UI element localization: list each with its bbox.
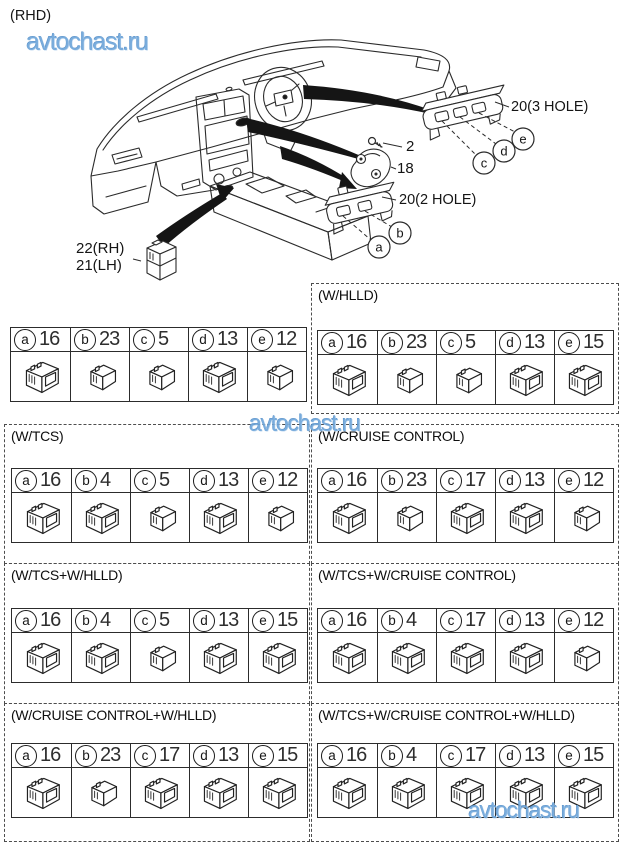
variant-label: (W/CRUISE CONTROL+W/HLLD) [11, 707, 217, 723]
part-qty: 13 [524, 469, 545, 491]
switch-large-icon [318, 355, 377, 404]
callout-badge: c [440, 610, 462, 632]
part-ref-cell [130, 744, 189, 768]
callout-d: d [500, 143, 508, 159]
part-qty: 23 [100, 744, 121, 766]
variant-label: (W/HLLD) [318, 287, 378, 303]
part-ref-cell [130, 469, 189, 493]
part-qty: 16 [40, 744, 61, 766]
part-qty: 16 [40, 609, 61, 631]
label-screw-2: 2 [406, 138, 415, 155]
switch-small-icon [129, 352, 188, 401]
part-qty: 16 [39, 328, 60, 350]
variant-label: (W/TCS) [11, 428, 64, 444]
variant-table-base [10, 327, 308, 404]
switch-large-icon [11, 352, 70, 401]
callout-badge: c [440, 332, 462, 354]
part-qty: 13 [217, 328, 238, 350]
part-ref-cell [436, 609, 495, 633]
part-qty: 4 [100, 469, 111, 491]
part-ref-cell [71, 609, 130, 633]
watermark-text: avtochast.ru [249, 410, 360, 436]
switch-large-icon [189, 768, 248, 817]
screw-2-drawing [369, 138, 383, 148]
switch-large-icon [12, 633, 71, 682]
callout-c: c [480, 155, 488, 171]
switch-large-icon [495, 493, 554, 542]
part-qty: 5 [158, 328, 169, 350]
callout-badge: a [321, 745, 343, 767]
callout-badge: b [75, 745, 97, 767]
label-switch-rh: 22(RH) [76, 240, 125, 257]
callout-badge: b [381, 332, 403, 354]
callout-badge: e [252, 610, 274, 632]
switch-21-22-drawing [147, 240, 176, 280]
part-ref-cell [188, 328, 247, 352]
label-cover-18: 18 [397, 160, 414, 177]
callout-badge: a [14, 329, 36, 351]
variant-table-cruise-hlld [4, 703, 310, 842]
callout-badge: e [252, 745, 274, 767]
part-qty: 5 [465, 331, 476, 353]
part-qty: 16 [346, 469, 367, 491]
part-ref-cell [189, 609, 248, 633]
switch-small-icon [436, 355, 495, 404]
part-ref-cell [436, 331, 495, 355]
bracket-3hole-drawing [418, 77, 512, 140]
part-ref-cell [247, 328, 306, 352]
switch-large-icon [188, 352, 247, 401]
callout-badge: d [192, 329, 214, 351]
switch-large-icon [189, 493, 248, 542]
callout-badge: e [558, 332, 580, 354]
switch-small-icon [248, 493, 307, 542]
switch-large-icon [436, 493, 495, 542]
callout-badge: c [134, 745, 156, 767]
part-ref-cell [377, 469, 436, 493]
label-bracket-3hole: 20(3 HOLE) [511, 99, 589, 115]
part-qty: 13 [218, 744, 239, 766]
switch-small-icon [554, 493, 613, 542]
part-qty: 13 [524, 609, 545, 631]
switch-large-icon [318, 493, 377, 542]
switch-large-icon [554, 355, 613, 404]
callout-badge: e [558, 470, 580, 492]
part-ref-cell [318, 609, 377, 633]
callout-badge: c [134, 610, 156, 632]
switch-large-icon [495, 355, 554, 404]
variant-table-tcs-cruise [311, 563, 619, 704]
part-qty: 17 [465, 609, 486, 631]
part-ref-cell [377, 744, 436, 768]
callout-badge: a [15, 745, 37, 767]
part-ref-cell [71, 744, 130, 768]
part-qty: 4 [406, 744, 417, 766]
part-qty: 16 [346, 331, 367, 353]
switch-large-icon [130, 768, 189, 817]
part-qty: 23 [406, 469, 427, 491]
part-ref-cell [377, 609, 436, 633]
part-ref-cell [70, 328, 129, 352]
part-qty: 16 [346, 744, 367, 766]
callout-badge: a [321, 332, 343, 354]
label-bracket-2hole: 20(2 HOLE) [399, 192, 477, 208]
callout-badge: a [15, 610, 37, 632]
part-ref-cell [11, 328, 70, 352]
part-qty: 5 [159, 609, 170, 631]
callout-badge: c [440, 745, 462, 767]
part-qty: 17 [465, 744, 486, 766]
switch-large-icon [436, 633, 495, 682]
callout-badge: e [252, 470, 274, 492]
part-qty: 16 [40, 469, 61, 491]
part-qty: 17 [159, 744, 180, 766]
variant-table-cruise [311, 424, 619, 564]
part-ref-cell [318, 469, 377, 493]
switch-small-icon [70, 352, 129, 401]
variant-table-hlld [311, 283, 619, 414]
part-ref-cell [554, 469, 613, 493]
part-qty: 4 [100, 609, 111, 631]
part-qty: 17 [465, 469, 486, 491]
variant-label: (W/TCS+W/CRUISE CONTROL+W/HLLD) [318, 707, 575, 723]
part-qty: 13 [524, 331, 545, 353]
switch-large-icon [248, 633, 307, 682]
switch-large-icon [377, 768, 436, 817]
part-ref-cell [12, 744, 71, 768]
variant-label: (W/TCS+W/HLLD) [11, 567, 123, 583]
switch-large-icon [12, 493, 71, 542]
switch-large-icon [248, 768, 307, 817]
callout-badge: b [381, 470, 403, 492]
part-ref-cell [495, 609, 554, 633]
callout-badge: b [74, 329, 96, 351]
switch-small-icon [130, 493, 189, 542]
callout-b: b [396, 225, 404, 241]
part-qty: 15 [583, 331, 604, 353]
part-ref-cell [71, 469, 130, 493]
switch-small-icon [247, 352, 306, 401]
callout-badge: d [193, 610, 215, 632]
variant-label: (W/CRUISE CONTROL) [318, 428, 465, 444]
switch-large-icon [71, 493, 130, 542]
part-qty: 5 [159, 469, 170, 491]
callout-badge: c [134, 470, 156, 492]
callout-badge: e [558, 610, 580, 632]
part-qty: 15 [583, 744, 604, 766]
callout-badge: b [75, 610, 97, 632]
callout-e: e [519, 131, 527, 147]
part-qty: 13 [524, 744, 545, 766]
part-qty: 15 [277, 609, 298, 631]
callout-badge: d [499, 610, 521, 632]
part-ref-cell [377, 331, 436, 355]
variant-label: (W/TCS+W/CRUISE CONTROL) [318, 567, 516, 583]
part-ref-cell [495, 744, 554, 768]
label-switch-lh: 21(LH) [76, 257, 122, 274]
part-ref-cell [554, 609, 613, 633]
callout-badge: a [15, 470, 37, 492]
part-ref-cell [12, 609, 71, 633]
switch-large-icon [189, 633, 248, 682]
variant-table-tcs [4, 424, 310, 564]
part-ref-cell [318, 744, 377, 768]
callout-a: a [375, 239, 383, 255]
part-ref-cell [554, 331, 613, 355]
switch-small-icon [130, 633, 189, 682]
part-qty: 23 [406, 331, 427, 353]
part-qty: 15 [277, 744, 298, 766]
callout-badge: d [193, 470, 215, 492]
part-ref-cell [189, 469, 248, 493]
part-qty: 4 [406, 609, 417, 631]
callout-badge: e [558, 745, 580, 767]
part-qty: 12 [583, 469, 604, 491]
part-ref-cell [130, 609, 189, 633]
part-ref-cell [436, 469, 495, 493]
part-qty: 12 [583, 609, 604, 631]
part-ref-cell [248, 469, 307, 493]
switch-large-icon [377, 633, 436, 682]
switch-small-icon [71, 768, 130, 817]
switch-large-icon [318, 633, 377, 682]
part-ref-cell [495, 469, 554, 493]
part-qty: 12 [277, 469, 298, 491]
part-qty: 23 [99, 328, 120, 350]
switch-large-icon [495, 633, 554, 682]
part-ref-cell [554, 744, 613, 768]
watermark-text: avtochast.ru [26, 28, 148, 56]
part-ref-cell [248, 609, 307, 633]
rhd-label: (RHD) [10, 8, 52, 24]
switch-small-icon [377, 493, 436, 542]
part-ref-cell [12, 469, 71, 493]
callout-badge: b [381, 610, 403, 632]
switch-large-icon [318, 768, 377, 817]
part-qty: 13 [218, 609, 239, 631]
part-qty: 12 [276, 328, 297, 350]
part-ref-cell [189, 744, 248, 768]
part-qty: 13 [218, 469, 239, 491]
callout-badge: d [499, 332, 521, 354]
switch-small-icon [377, 355, 436, 404]
callout-badge: e [251, 329, 273, 351]
callout-badge: d [499, 470, 521, 492]
callout-badge: a [321, 610, 343, 632]
callout-badge: b [75, 470, 97, 492]
callout-badge: a [321, 470, 343, 492]
watermark-text: avtochast.ru [468, 797, 579, 823]
variant-table-tcs-hlld [4, 563, 310, 704]
part-ref-cell [129, 328, 188, 352]
callout-badge: b [381, 745, 403, 767]
part-ref-cell [436, 744, 495, 768]
callout-badge: d [193, 745, 215, 767]
callout-badge: c [440, 470, 462, 492]
switch-small-icon [554, 633, 613, 682]
callout-badge: d [499, 745, 521, 767]
part-ref-cell [318, 331, 377, 355]
part-ref-cell [495, 331, 554, 355]
part-qty: 16 [346, 609, 367, 631]
switch-large-icon [71, 633, 130, 682]
part-ref-cell [248, 744, 307, 768]
callout-badge: c [133, 329, 155, 351]
switch-large-icon [12, 768, 71, 817]
